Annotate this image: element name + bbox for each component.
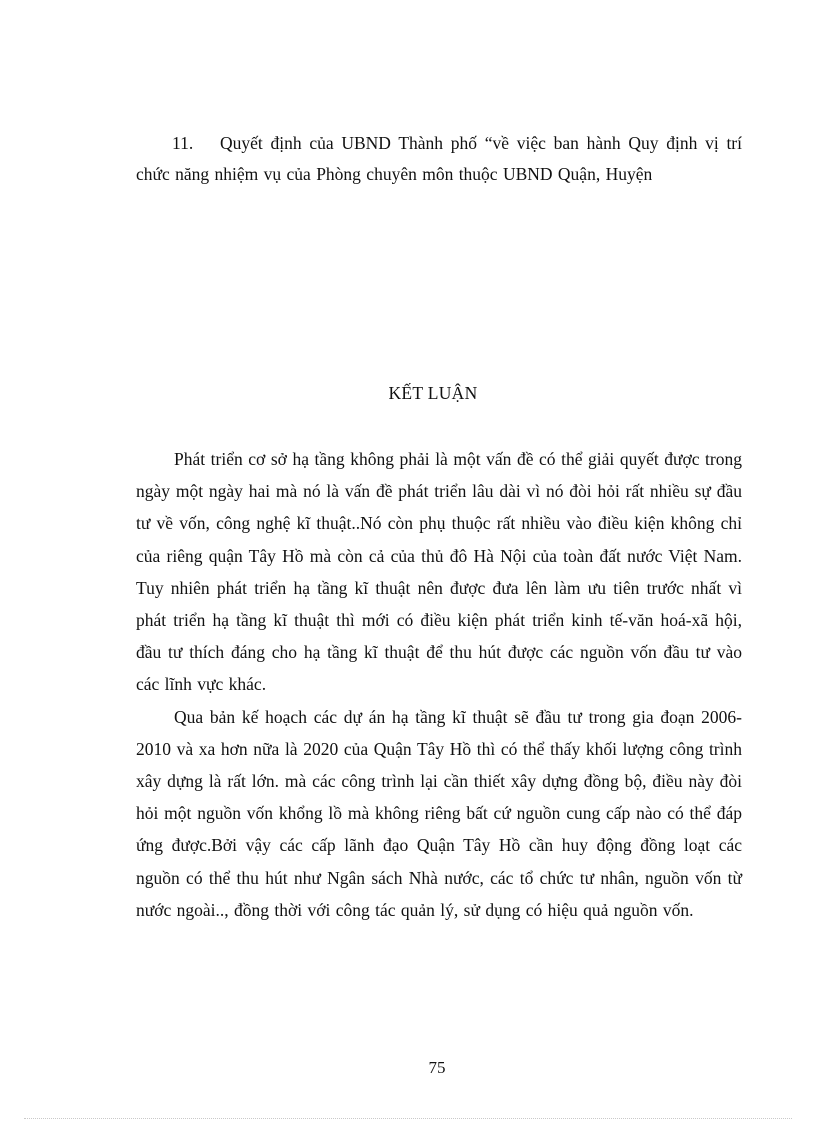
paragraph: Qua bản kế hoạch các dự án hạ tầng kĩ thuật sẽ đầu tư trong gia đoạn 2006-2010 và xa hơn nữa là 2020 của Quận Tây Hồ thì có thể thấy khối lượng công trình xây dựng là rất lớn. mà các công trình lại cần thiết xây dựng đồng bộ, điều này đòi hỏi một nguồn vốn khổng lồ mà không riêng bất cứ nguồn cung cấp nào có thể đáp ứng được.Bởi vậy các cấp lãnh đạo Quận Tây Hồ cần huy động đồng loạt các nguồn có thể thu hút như Ngân sách Nhà nước, các tổ chức tư nhân, nguồn vốn từ nước ngoài.., đồng thời với công tác quản lý, sử dụng có hiệu quả nguồn vốn.	[136, 706, 742, 920]
reference-item	[136, 128, 742, 190]
paragraph: Phát triển cơ sở hạ tầng không phải là một vấn đề có thể giải quyết được trong ngày một ngày hai mà nó là vấn đề phát triển lâu dài vì nó đòi hỏi rất nhiều sự đầu tư về vốn, công nghệ kĩ thuật..Nó còn phụ thuộc rất nhiều vào điều kiện không chỉ của riêng quận Tây Hồ mà còn cả của thủ đô Hà Nội của toàn đất nước Việt Nam. Tuy nhiên phát triển hạ tầng kĩ thuật nên được đưa lên làm ưu tiên trước nhất vì phát triển hạ tầng kĩ thuật thì mới có điều kiện phát triển kinh tế-văn hoá-xã hội, đầu tư thích đáng cho hạ tầng kĩ thuật để thu hút được các nguồn vốn đầu tư vào các lĩnh vực khác.	[136, 449, 742, 695]
section-heading: KẾT LUẬN	[388, 383, 478, 403]
reference-text: Quyết định của UBND Thành phố “về việc ban hành Quy định vị trí chức năng nhiệm vụ của Phòng chuyên môn thuộc UBND Quận, Huyện	[136, 133, 742, 184]
page-bottom-divider	[24, 1118, 792, 1119]
conclusion-body	[136, 443, 742, 926]
reference-number: 11.	[172, 133, 194, 153]
page-number: 75	[428, 1058, 446, 1077]
